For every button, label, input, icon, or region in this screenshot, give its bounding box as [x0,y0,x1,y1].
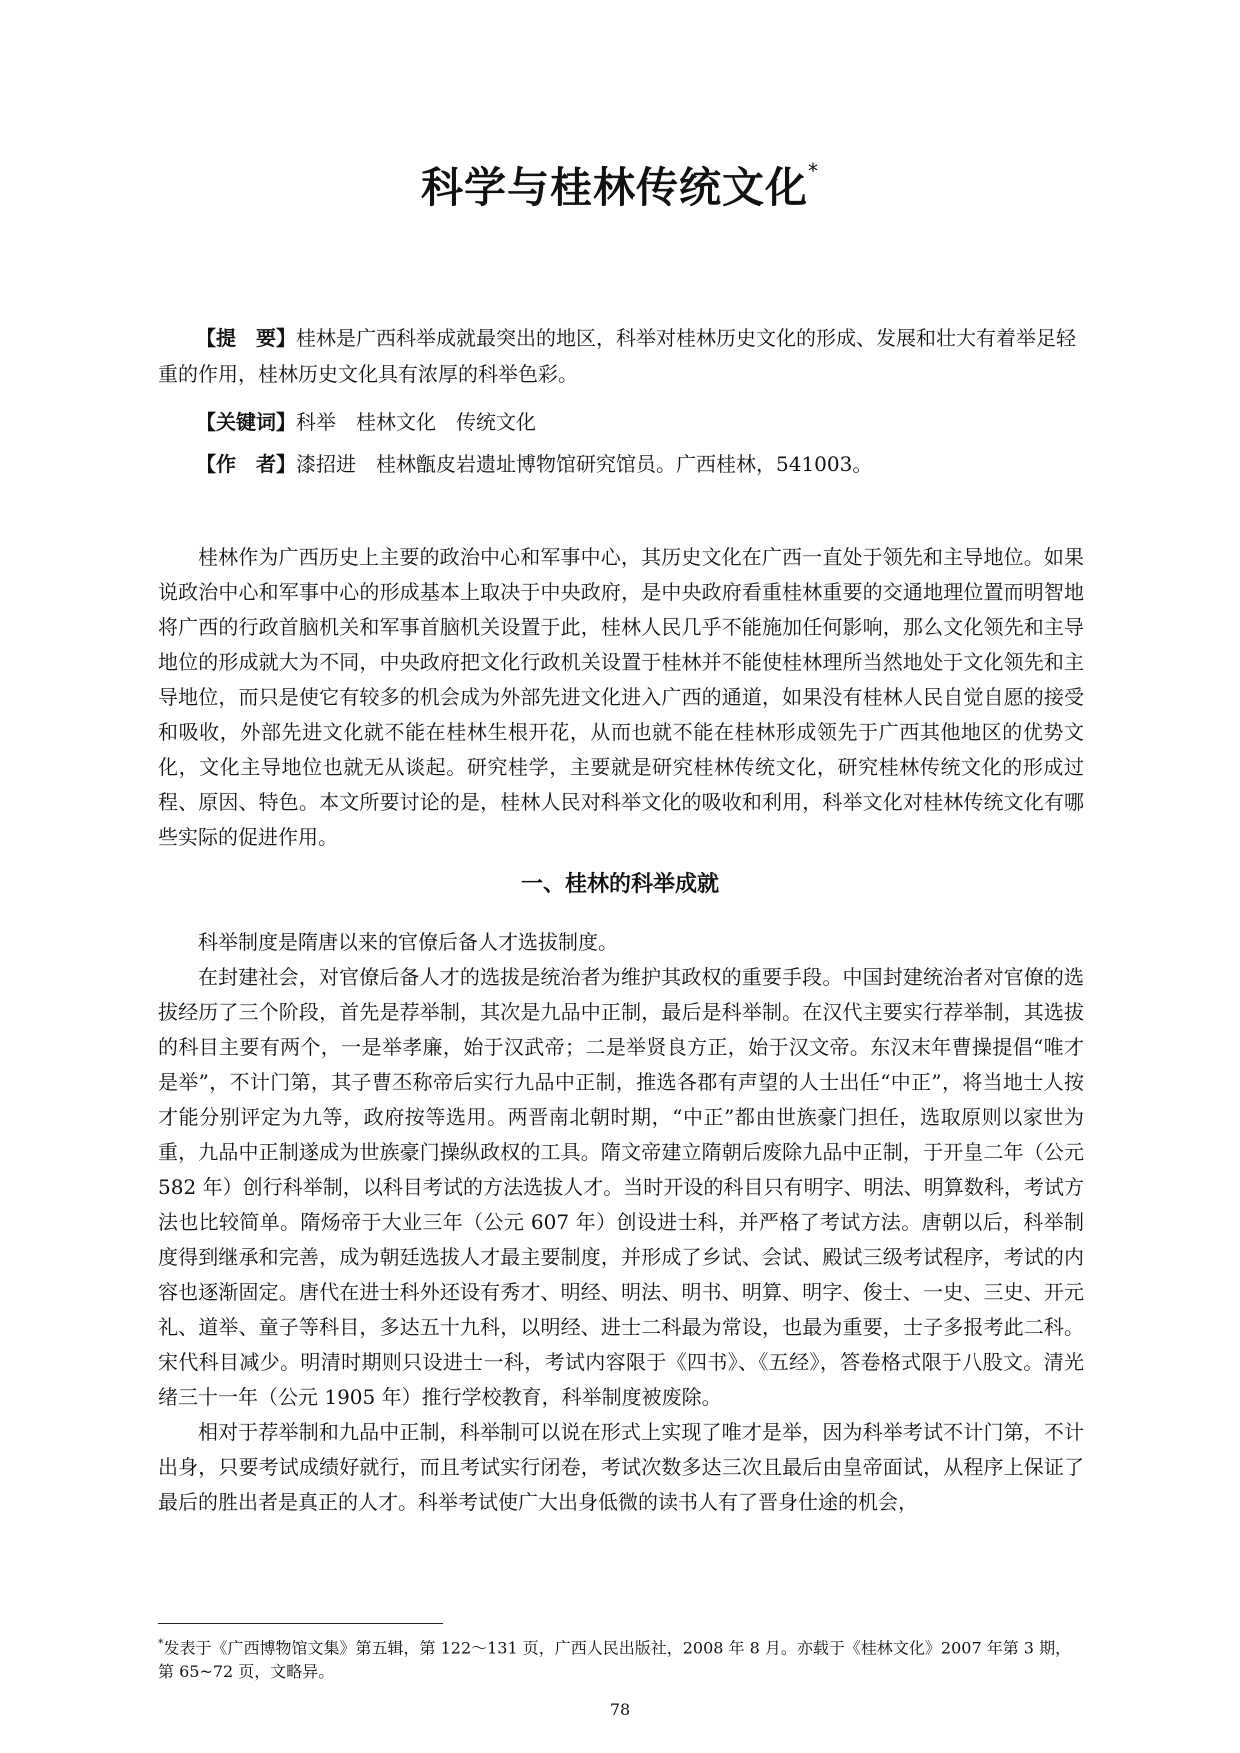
author-label: 【作 者】 [196,452,296,476]
section-paragraph-2: 在封建社会，对官僚后备人才的选拔是统治者为维护其政权的重要手段。中国封建统治者对官僚的选拔经历了三个阶段，首先是荐举制，其次是九品中正制，最后是科举制。在汉代主要实行荐举制，其选拔的科目主要有两个，一是举孝廉，始于汉武帝；二是举贤良方正，始于汉文帝。东汉末年曹操提倡“唯才是举”，不计门第，其子曹丕称帝后实行九品中正制，推选各郡有声望的人士出任“中正”，将当地士人按才能分别评定为九等，政府按等选用。两晋南北朝时期，“中正”都由世族豪门担任，选取原则以家世为重，九品中正制遂成为世族豪门操纵政权的工具。隋文帝建立隋朝后废除九品中正制，于开皇二年（公元 582 年）创行科举制，以科目考试的方法选拔人才。当时开设的科目只有明字、明法、明算数科，考试方法也比较简单。隋炀帝于大业三年（公元 607 年）创设进士科，并严格了考试方法。唐朝以后，科举制度得到继承和完善，成为朝廷选拔人才最主要制度，并形成了乡试、会试、殿试三级考试程序，考试的内容也逐渐固定。唐代在进士科外还设有秀才、明经、明法、明书、明算、明字、俊士、一史、三史、开元礼、道举、童子等科目，多达五十九科，以明经、进士二科最为常设，也最为重要，士子多报考此二科。宋代科目减少。明清时期则只设进士一科，考试内容限于《四书》、《五经》，答卷格式限于八股文。清光绪三十一年（公元 1905 年）推行学校教育，科举制度被废除。 [158,965,1084,1409]
section-body [158,925,1084,1520]
footnote [158,1632,1084,1684]
section-paragraph-1: 科举制度是隋唐以来的官僚后备人才选拔制度。 [198,930,618,954]
article-title [0,155,1240,215]
author-block [158,446,1084,482]
footnote-mark: * [158,1637,164,1650]
abstract-label: 【提 要】 [196,326,296,350]
section-paragraph-3: 相对于荐举制和九品中正制，科举制可以说在形式上实现了唯才是举，因为科举考试不计门第，不计出身，只要考试成绩好就行，而且考试实行闭卷，考试次数多达三次且最后由皇帝面试，从程序上保证了最后的胜出者是真正的人才。科举考试使广大出身低微的读书人有了晋身仕途的机会， [158,1420,1084,1514]
intro-paragraph: 桂林作为广西历史上主要的政治中心和军事中心，其历史文化在广西一直处于领先和主导地位。如果说政治中心和军事中心的形成基本上取决于中央政府，是中央政府看重桂林重要的交通地理位置而明智地将广西的行政首脑机关和军事首脑机关设置于此，桂林人民几乎不能施加任何影响，那么文化领先和主导地位的形成就大为不同，中央政府把文化行政机关设置于桂林并不能使桂林理所当然地处于文化领先和主导地位，而只是使它有较多的机会成为外部先进文化进入广西的通道，如果没有桂林人民自觉自愿的接受和吸收，外部先进文化就不能在桂林生根开花，从而也就不能在桂林形成领先于广西其他地区的优势文化，文化主导地位也就无从谈起。研究桂学，主要就是研究桂林传统文化，研究桂林传统文化的形成过程、原因、特色。本文所要讨论的是，桂林人民对科举文化的吸收和利用，科举文化对桂林传统文化有哪些实际的促进作用。 [158,545,1084,849]
title-footnote-mark: * [808,159,819,183]
abstract-text: 桂林是广西科举成就最突出的地区，科举对桂林历史文化的形成、发展和壮大有着举足轻重的作用，桂林历史文化具有浓厚的科举色彩。 [158,326,1076,386]
abstract-block [158,320,1084,392]
keywords-text: 科举 桂林文化 传统文化 [296,410,536,434]
article-title-text: 科学与桂林传统文化 [420,163,808,212]
keywords-block [158,404,1084,440]
author-text: 漆招进 桂林甑皮岩遗址博物馆研究馆员。广西桂林，541003。 [296,452,873,476]
page-number: 78 [609,1700,631,1719]
keywords-label: 【关键词】 [196,410,296,434]
section-heading: 一、桂林的科举成就 [520,872,719,897]
footnote-text: 发表于《广西博物馆文集》第五辑，第 122～131 页，广西人民出版社，2008 年 8 月。亦载于《桂林文化》2007 年第 3 期，第 65~72 页，文略异。 [158,1638,1072,1682]
intro-section [158,540,1084,855]
footnote-divider [158,1623,443,1624]
